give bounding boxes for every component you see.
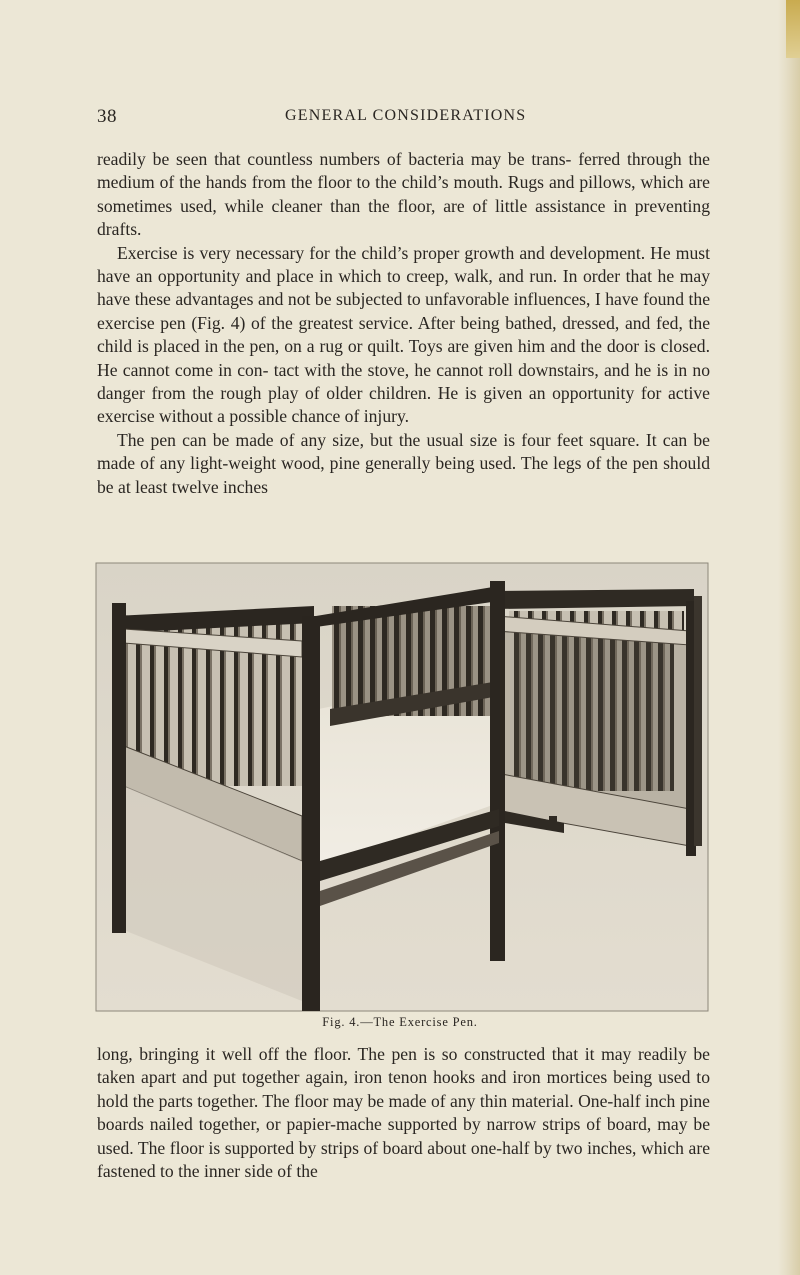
exercise-pen-figure — [94, 561, 710, 1013]
paragraph: The pen can be made of any size, but the usual size is four feet square. It can be made of any light-weight wood, pine generally being used. The legs of the pen should be at least twelve inches — [97, 429, 710, 497]
center-back-post — [490, 581, 505, 961]
page-number: 38 — [97, 106, 117, 127]
exercise-pen-illustration — [94, 561, 710, 1013]
running-head-title: GENERAL CONSIDERATIONS — [285, 107, 527, 124]
body-text-top — [97, 148, 710, 499]
right-lower-bracket — [549, 816, 557, 826]
page-edge — [778, 0, 800, 1275]
left-front-post — [112, 603, 126, 933]
right-back-post — [694, 596, 702, 846]
body-text-bottom — [97, 1043, 710, 1183]
running-head — [97, 106, 707, 130]
page-edge-tab — [786, 0, 800, 58]
paragraph: long, bringing it well off the floor. The pen is so constructed that it may readily be taken apart and put together again, iron tenon hooks and iron mortices being used to hold the parts together. The floor may be made of any thin material. One-half inch pine boards nailed together, or papier-mache supported by narrow strips of board, may be used. The floor is supported by strips of board about one-half by two inches, which are fastened to the inner side of the — [97, 1044, 710, 1182]
paragraph: Exercise is very necessary for the child’s proper growth and development. He must have an opportunity and place in which to creep, walk, and run. In order that he may have these advantages and not be subjected to unfavorable influences, I have found the exercise pen (Fig. 4) of the greatest service. After being bathed, dressed, and fed, the child is placed in the pen, on a rug or quilt. Toys are given him and the door is closed. He cannot come in con- tact with the stove, he cannot roll downstairs, and he is in no danger from the rough play of older children. He is given an opportunity for active exercise without a possible chance of injury. — [97, 242, 710, 427]
door-slats — [514, 631, 674, 791]
paragraph: readily be seen that countless numbers of bacteria may be trans- ferred through the medium of the hands from the floor to the child’s mouth. Rugs and pillows, which are sometimes used, while cleaner than the floor, are of little assistance in preventing drafts. — [97, 149, 710, 240]
figure-caption: Fig. 4.—The Exercise Pen. — [322, 1015, 478, 1029]
right-top-rail — [496, 589, 694, 609]
center-front-post — [302, 616, 320, 1011]
